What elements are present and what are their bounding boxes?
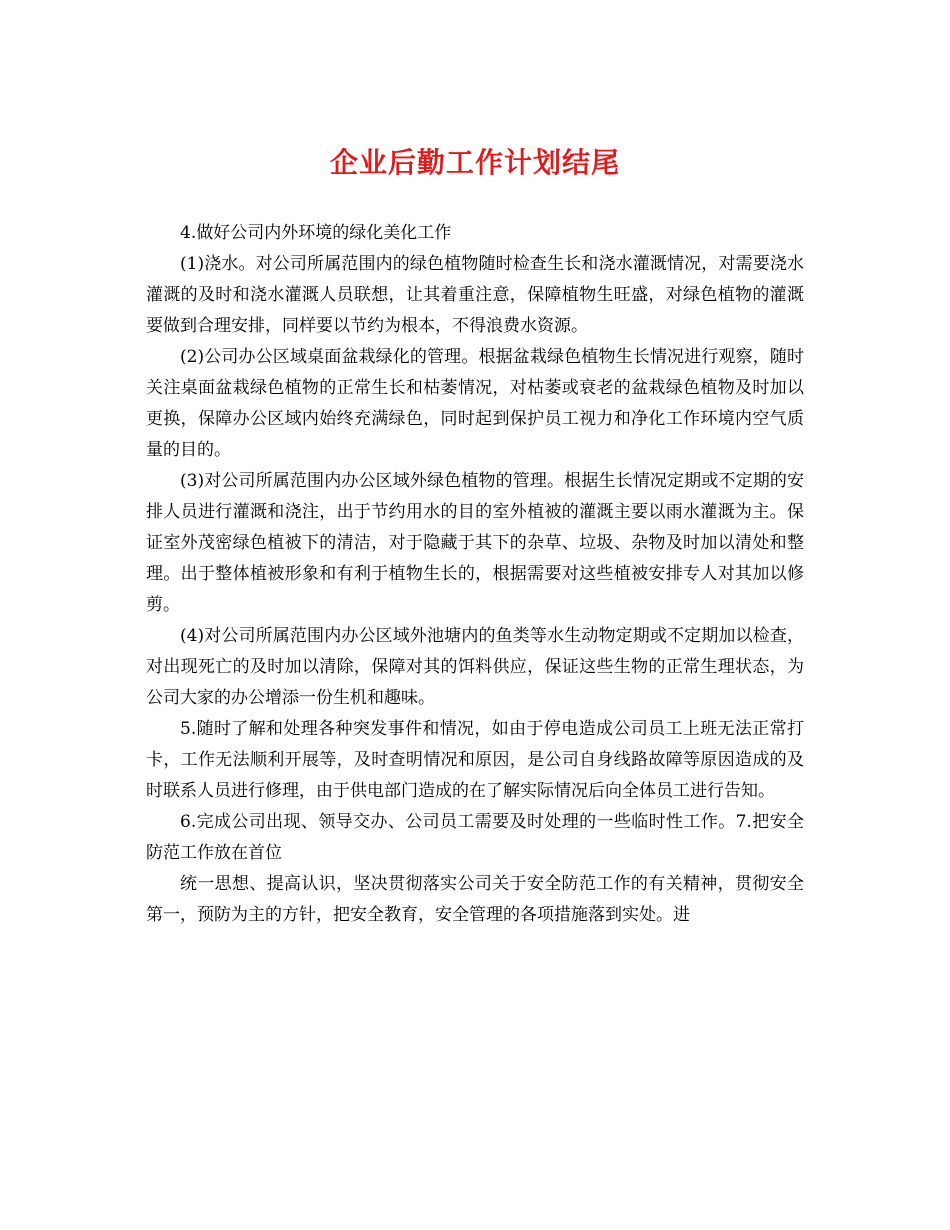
paragraph-watering: (1)浇水。对公司所属范围内的绿色植物随时检查生长和浇水灌溉情况，对需要浇水灌溉的及时和浇水灌溉人员联想，让其着重注意，保障植物生旺盛，对绿色植物的灌溉要做到合理安排，同样要以节约为根本，不得浪费水资源。 — [146, 254, 804, 336]
document-body — [146, 218, 804, 931]
paragraph-emergencies: 5.随时了解和处理各种突发事件和情况，如由于停电造成公司员工上班无法正常打卡，工作无法顺利开展等，及时查明情况和原因，是公司自身线路故障等原因造成的及时联系人员进行修理，由于供电部门造成的在了解实际情况后向全体员工进行告知。 — [146, 719, 804, 801]
paragraph-outdoor-plants: (3)对公司所属范围内办公区域外绿色植物的管理。根据生长情况定期或不定期的安排人员进行灌溉和浇注，出于节约用水的目的室外植被的灌溉主要以雨水灌溉为主。保证室外茂密绿色植被下的清洁，对于隐藏于其下的杂草、垃圾、杂物及时加以清处和整理。出于整体植被形象和有利于植物生长的，根据需要对这些植被安排专人对其加以修剪。 — [146, 471, 804, 615]
document-title: 企业后勤工作计划结尾 — [329, 146, 620, 179]
paragraph-section-4-heading: 4.做好公司内外环境的绿化美化工作 — [180, 223, 452, 243]
paragraph-desk-plants: (2)公司办公区域桌面盆栽绿化的管理。根据盆栽绿色植物生长情况进行观察，随时关注桌面盆栽绿色植物的正常生长和枯萎情况，对枯萎或衰老的盆栽绿色植物及时加以更换，保障办公区域内始终充满绿色，同时起到保护员工视力和净化工作环境内空气质量的目的。 — [146, 347, 804, 460]
paragraph-pond-fish: (4)对公司所属范围内办公区域外池塘内的鱼类等水生动物定期或不定期加以检查，对出现死亡的及时加以清除，保障对其的饵料供应，保证这些生物的正常生理状态，为公司大家的办公增添一份生机和趣味。 — [146, 626, 804, 708]
paragraph-temporary-tasks: 6.完成公司出现、领导交办、公司员工需要及时处理的一些临时性工作。7.把安全防范工作放在首位 — [146, 812, 804, 863]
paragraph-safety: 统一思想、提高认识，坚决贯彻落实公司关于安全防范工作的有关精神，贯彻安全第一，预防为主的方针，把安全教育，安全管理的各项措施落到实处。进 — [146, 874, 804, 925]
